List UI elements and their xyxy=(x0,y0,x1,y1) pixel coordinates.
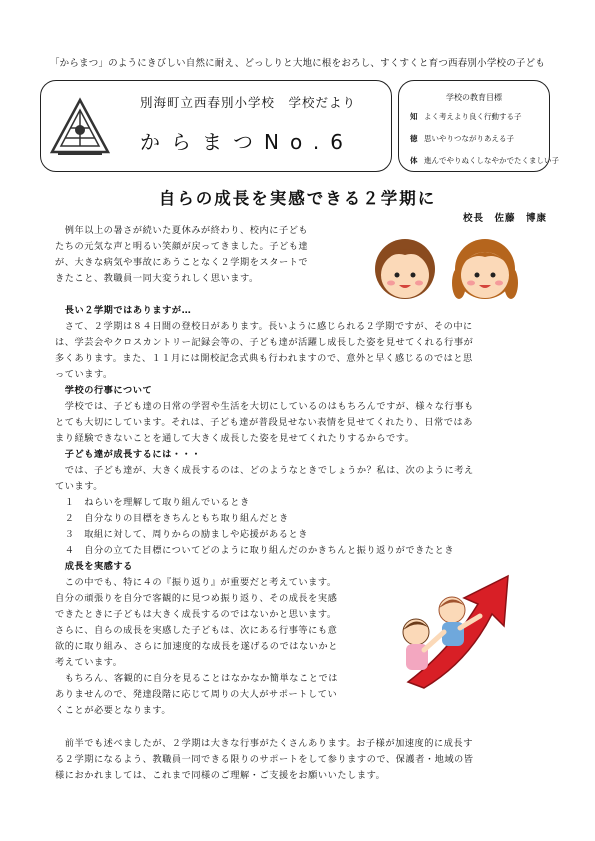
paragraph-line: ありませんので、発達段階に応じて周りの大人がサポートしてい xyxy=(55,689,338,700)
intro-line: が、大きな病気や事故にあうことなく２学期をスタートで xyxy=(55,257,309,268)
newsletter-title: からまつNo.6 xyxy=(140,130,354,154)
paragraph-line: まり経験できないことを通して大きく成長した姿を見せてくれたりするからです。 xyxy=(55,433,415,444)
paragraph-line: 多くあります。また、１１月には開校記念式典も行われますので、意外と早く感じるのではと思 xyxy=(55,353,473,364)
list-item: １ ねらいを理解して取り組んでいるとき xyxy=(55,497,250,508)
school-name-line: 別海町立西春別小学校 学校だより xyxy=(140,95,357,110)
intro-line: 例年以上の暑さが続いた夏休みが終わり、校内に子ども xyxy=(55,225,309,236)
section-heading: 長い２学期ではありますが… xyxy=(55,305,192,316)
paragraph-line: くことが必要となります。 xyxy=(55,705,172,716)
paragraph-line: この中でも、特に４の『振り返り』が重要だと考えています。 xyxy=(55,577,337,588)
closing-line: 様におかれましては、これまで同様のご理解・ご支援をお願いいたします。 xyxy=(55,770,386,781)
paragraph-line: できたときに子どもは大きく成長するのではないかと思います。 xyxy=(55,609,337,620)
section-heading: 子ども達が成長するには・・・ xyxy=(55,449,202,460)
closing-line: 前半でも述べましたが、２学期は大きな行事がたくさんあります。お子様が加速度的に成長す xyxy=(55,738,473,749)
article-author: 校長 佐藤 博康 xyxy=(463,213,548,224)
paragraph-line: さて、２学期は８４日間の登校日があります。長いように感じられる２学期ですが、その中に xyxy=(55,321,473,332)
paragraph-line: は、学芸会やクロスカントリー記録会等の、子ども達が活躍し成長した姿を見せてくれる行事が xyxy=(55,337,474,348)
paragraph-line: さらに、自らの成長を実感した子どもは、次にある行事等にも意 xyxy=(55,625,338,636)
paragraph-line: もちろん、客観的に自分を見ることはなかなか簡単なことでは xyxy=(55,673,338,684)
paragraph-line: とても大切にしています。それは、子ども達が普段見せない表情を見せてくれたり、日常ではあ xyxy=(55,417,473,428)
goal-item: 体 進んでやりぬくしなやかでたくましい子 xyxy=(410,156,559,165)
paragraph-line: 欲的に取り組み、さらに加速度的な成長を遂げるのではないかと xyxy=(55,641,338,652)
intro-line: たちの元気な声と明るい笑顔が戻ってきました。子ども達 xyxy=(55,241,309,252)
goal-item: 徳 思いやりつながりあえる子 xyxy=(410,134,514,143)
list-item: ４ 自分の立てた目標についてどのように取り組んだのかきちんと振り返りができたとき xyxy=(55,545,455,556)
growth-arrow-illustration xyxy=(390,570,520,690)
paragraph-line: では、子ども達が、大きく成長するのは、どのようなときでしょうか？私は、次のように考え xyxy=(55,465,474,476)
paragraph-line: 考えています。 xyxy=(55,657,123,668)
paragraph-line: 自分の頑張りを自分で客観的に見つめ振り返り、その成長を実感 xyxy=(55,593,338,604)
article-title: 自らの成長を実感できる２学期に xyxy=(158,189,437,208)
paragraph-line: っています。 xyxy=(55,369,113,380)
list-item: ３ 取組に対して、周りからの励ましや応援があるとき xyxy=(55,529,308,540)
paragraph-line: 学校では、子ども達の日常の学習や生活を大切にしているのはもちろんですが、様々な行事も xyxy=(55,401,474,412)
school-motto: 「からまつ」のようにきびしい自然に耐え、どっしりと大地に根をおろし、すくすくと育つ西春別小学校の子ども xyxy=(49,58,546,69)
section-heading: 成長を実感する xyxy=(55,561,133,572)
children-illustration xyxy=(367,225,527,305)
goal-item: 知 よく考えより良く行動する子 xyxy=(410,112,522,121)
intro-line: きたこと、教職員一同大変うれしく思います。 xyxy=(55,273,259,284)
section-heading: 学校の行事について xyxy=(55,385,153,396)
list-item: ２ 自分なりの目標をきちんともち取り組んだとき xyxy=(55,513,289,524)
closing-line: る２学期になるよう、教職員一同できる限りのサポートをして参りますので、保護者・地域の皆 xyxy=(55,754,474,765)
goals-title: 学校の教育目標 xyxy=(446,93,502,102)
school-emblem-icon xyxy=(48,96,112,160)
paragraph-line: ています。 xyxy=(55,481,103,492)
